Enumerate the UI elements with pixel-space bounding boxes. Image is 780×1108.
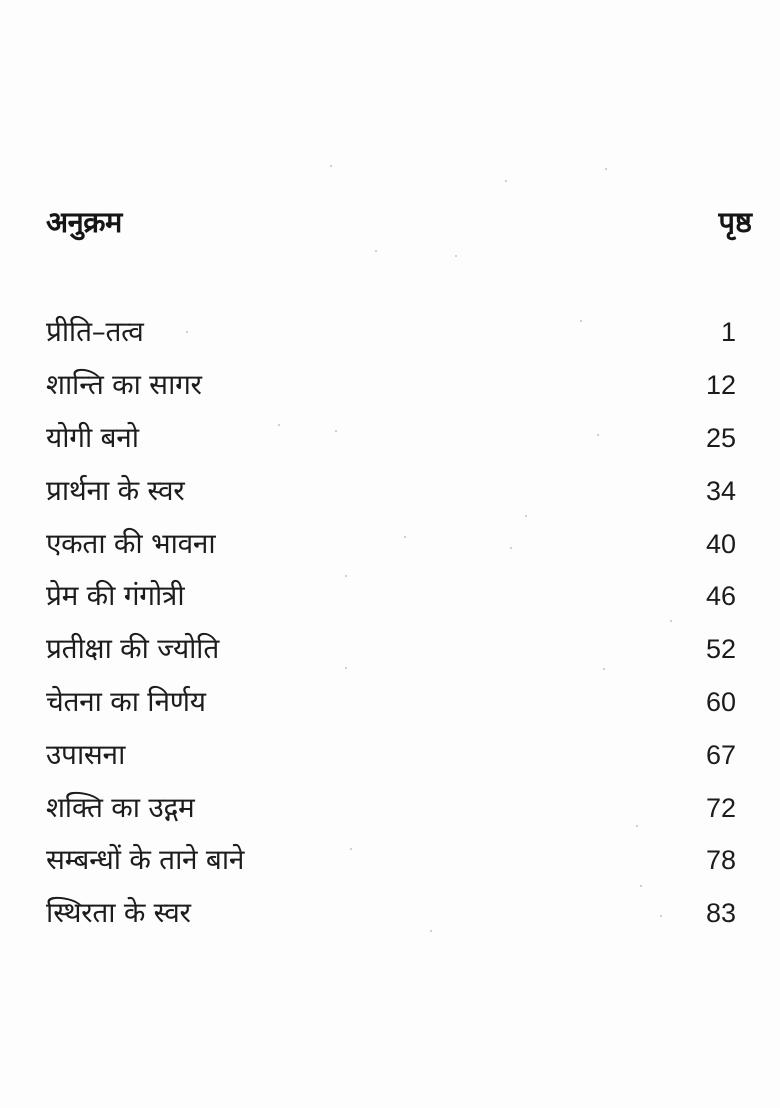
chapter-title: शान्ति का सागर [46,368,202,402]
page-number: 46 [705,581,736,612]
chapter-title: योगी बनो [46,420,139,454]
scan-speck [455,255,457,257]
chapter-title: शक्ति का उद्गम [46,790,195,824]
page-number: 78 [705,845,736,876]
toc-entry [46,412,736,465]
page-number: 72 [705,792,736,823]
page-number: 60 [705,686,736,717]
chapter-title: उपासना [46,737,126,771]
chapter-title: प्रीति–तत्व [46,315,144,349]
scan-speck [505,180,507,182]
toc-entry [46,623,736,676]
toc-entry [46,834,736,887]
chapter-title: सम्बन्धों के ताने बाने [46,843,245,877]
toc-title: अनुक्रम [46,205,122,239]
chapter-title: चेतना का निर्णय [46,684,206,718]
page-column-label: पृष्ठ [718,205,752,239]
toc-entry [46,781,736,834]
toc-entry [46,517,736,570]
scan-speck [330,165,332,167]
page-number: 52 [705,634,736,665]
page-number: 12 [705,370,736,401]
scan-speck [605,168,607,170]
page-number: 67 [705,739,736,770]
toc-entry [46,359,736,412]
toc-entry [46,676,736,729]
toc-entry [46,464,736,517]
toc-entry [46,728,736,781]
toc-entry [46,570,736,623]
page-number: 1 [720,317,736,348]
chapter-title: प्रेम की गंगोत्री [46,579,185,613]
chapter-title: प्रार्थना के स्वर [46,473,185,507]
scan-speck [375,250,377,252]
toc-entry [46,887,736,940]
page-number: 25 [705,422,736,453]
page-number: 40 [705,528,736,559]
toc-header [46,200,752,244]
chapter-title: एकता की भावना [46,526,216,560]
chapter-title: स्थिरता के स्वर [46,896,191,930]
toc-entry [46,306,736,359]
toc-list [46,306,736,940]
chapter-title: प्रतीक्षा की ज्योति [46,632,220,666]
page-number: 34 [705,475,736,506]
page-number: 83 [705,898,736,929]
